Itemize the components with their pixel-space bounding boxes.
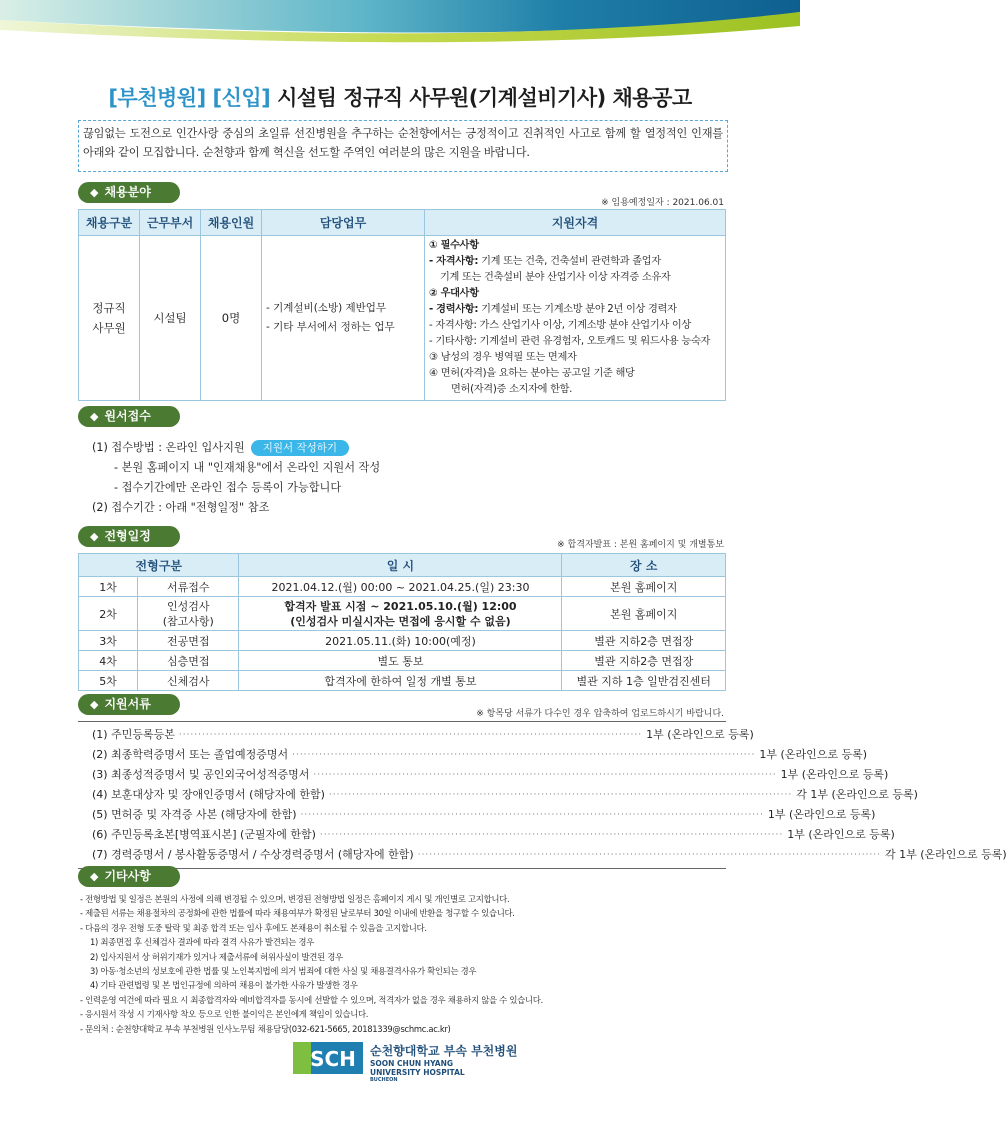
- qual-pref2: - 자격사항: 가스 산업기사 이상, 기계소방 분야 산업기사 이상: [429, 320, 691, 331]
- etc-notes: [80, 892, 740, 1036]
- apply-info: [92, 438, 380, 518]
- duty-item: - 기타 부서에서 정하는 업무: [266, 321, 395, 333]
- section-header-docs: ◆ 지원서류: [78, 694, 180, 715]
- field-header-qual: 지원자격: [425, 210, 726, 236]
- qual-required-title: ① 필수사항: [429, 240, 479, 251]
- documents-list: [78, 721, 1007, 869]
- diamond-icon: ◆: [90, 870, 99, 883]
- qual-preferred-title: ② 우대사항: [429, 288, 479, 299]
- etc-line: - 전형방법 및 일정은 본원의 사정에 의해 변경될 수 있으며, 변경된 전형방법 일정은 홈페이지 게시 및 개인별로 고지합니다.: [80, 894, 510, 904]
- appointment-date-note: ※ 임용예정일자 : 2021.06.01: [601, 198, 724, 208]
- schedule-table: [78, 553, 726, 691]
- title-tag-hospital: [부천병원]: [108, 86, 206, 110]
- recruitment-field-table: [78, 209, 726, 401]
- qual-pref3: - 기타사항: 기계설비 관련 유경험자, 오토캐드 및 워드사용 능숙자: [429, 336, 711, 347]
- list-item: (7) 경력증명서 / 봉사활동증명서 / 수상경력증명서 (해당자에 한함) ························································································································ 각 1부 (온라인으로 등록): [92, 848, 1007, 861]
- schedule-header-stage: 전형구분: [79, 554, 239, 577]
- etc-contact: - 문의처 : 순천향대학교 부속 부천병원 인사노무팀 채용담당(032-621-5665, 20181339@schmc.ac.kr): [80, 1023, 451, 1034]
- logo-english-line1: SOON CHUN HYANG: [370, 1059, 454, 1068]
- logo-english-line2: UNIVERSITY HOSPITAL: [370, 1068, 465, 1077]
- etc-line: - 응시원서 작성 시 기재사항 착오 등으로 인한 불이익은 본인에게 책임이 있습니다.: [80, 1009, 369, 1020]
- apply-period: (2) 접수기간 : 아래 "전형일정" 참조: [92, 501, 270, 514]
- field-header-type: 채용구분: [79, 210, 140, 236]
- field-count: 0명: [201, 236, 262, 401]
- section-header-schedule: ◆ 전형일정: [78, 526, 180, 547]
- qual-item4: ④ 면허(자격)을 요하는 분야는 공고일 기준 해당: [429, 368, 635, 379]
- etc-subline: 2) 입사지원서 상 허위기재가 있거나 제출서류에 허위사실이 발견된 경우: [90, 951, 343, 962]
- diamond-icon: ◆: [90, 530, 99, 543]
- logo-korean-name: 순천향대학교 부속 부천병원: [370, 1044, 518, 1058]
- qual-pref1-label: - 경력사항:: [429, 304, 479, 315]
- write-application-button[interactable]: 지원서 작성하기: [251, 440, 349, 456]
- qual-item4b: 면허(자격)증 소지자에 한함.: [451, 384, 573, 395]
- sch-logo-icon: [293, 1042, 363, 1074]
- table-row: 3차 전공면접 2021.05.11.(화) 10:00(예정) 별관 지하2층 면접장: [79, 631, 726, 651]
- qual-required-text2: 기계 또는 건축설비 분야 산업기사 이상 자격증 소유자: [440, 272, 671, 283]
- etc-line: - 인력운영 여건에 따라 필요 시 최종합격자와 예비합격자를 동시에 선발할 수 있으며, 적격자가 없을 경우 채용하지 않을 수 있습니다.: [80, 994, 543, 1005]
- field-header-count: 채용인원: [201, 210, 262, 236]
- table-row: 4차 심층면접 별도 통보 별관 지하2층 면접장: [79, 651, 726, 671]
- section-header-etc: ◆ 기타사항: [78, 866, 180, 887]
- title-main: 시설팀 정규직 사무원(기계설비기사) 채용공고: [277, 86, 692, 110]
- field-header-duty: 담당업무: [262, 210, 425, 236]
- schedule-header-place: 장 소: [562, 554, 726, 577]
- qual-required-label: - 자격사항:: [429, 256, 479, 267]
- page-title: [0, 82, 800, 112]
- logo-english-line3: BUCHEON: [370, 1077, 398, 1083]
- field-type: 정규직 사무원: [79, 236, 140, 401]
- schedule-note: ※ 합격자발표 : 본원 홈페이지 및 개별통보: [557, 540, 724, 550]
- qual-required-text: 기계 또는 건축, 건축설비 관련학과 졸업자: [478, 256, 661, 267]
- field-qualifications: [425, 236, 726, 401]
- etc-line: - 다음의 경우 전형 도중 탈락 및 최종 합격 또는 임사 후에도 본채용이 취소될 수 있음을 고지합니다.: [80, 922, 427, 933]
- qual-pref1-text: 기계설비 또는 기계소방 분야 2년 이상 경력자: [478, 304, 677, 315]
- intro-text: 끊임없는 도전으로 인간사랑 중심의 초일류 선진병원을 추구하는 순천향에서는 긍정적이고 진취적인 사고로 함께 할 열정적인 인재를 아래와 같이 모집합니다. 순천향과 함께 혁신을 선도할 주역인 여러분의 많은 지원을 바랍니다.: [78, 120, 728, 172]
- header-decorative-band: [0, 0, 800, 48]
- etc-subline: 4) 기타 관련법령 및 본 법인규정에 의하여 채용이 불가한 사유가 발생한 경우: [90, 980, 358, 991]
- duty-item: - 기계설비(소방) 제반업무: [266, 302, 387, 314]
- list-item: (4) 보훈대상자 및 장애인증명서 (해당자에 한함) ························································································································ 각 1부 (온라인으로 등록): [92, 788, 918, 801]
- list-item: (2) 최종학력증명서 또는 졸업예정증명서 ························································································································ 1부 (온라인으로 등록): [92, 748, 867, 761]
- field-header-dept: 근무부서: [140, 210, 201, 236]
- qual-item3: ③ 남성의 경우 병역필 또는 면제자: [429, 352, 577, 363]
- field-dept: 시설팀: [140, 236, 201, 401]
- logo-mark-text: SCH: [310, 1047, 356, 1071]
- etc-subline: 3) 아동·청소년의 성보호에 관한 법률 및 노인복지법에 의거 범죄에 대한 사실 및 채용결격사유가 확인되는 경우: [90, 966, 477, 977]
- etc-subline: 1) 최종면접 후 신체검사 결과에 따라 결격 사유가 발견되는 경우: [90, 937, 315, 948]
- list-item: (3) 최종성적증명서 및 공인외국어성적증명서 ························································································································ 1부 (온라인으로 등록): [92, 768, 889, 781]
- title-tag-new: [신입]: [212, 86, 271, 110]
- apply-method: (1) 접수방법 : 온라인 입사지원: [92, 441, 245, 454]
- diamond-icon: ◆: [90, 698, 99, 711]
- etc-line: - 제출된 서류는 채용절차의 공정화에 관한 법률에 따라 채용여부가 확정된 날로부터 30일 이내에 반환을 청구할 수 있습니다.: [80, 908, 515, 919]
- table-row: 1차 서류접수 2021.04.12.(월) 00:00 ~ 2021.04.25.(일) 23:30 본원 홈페이지: [79, 577, 726, 597]
- list-item: (1) 주민등록등본 ························································································································ 1부 (온라인으로 등록): [92, 728, 754, 741]
- table-row: 2차 인성검사 (참고사항) 합격자 발표 시점 ~ 2021.05.10.(월) 12:00 (인성검사 미실시자는 면접에 응시할 수 없음) 본원 홈페이지: [79, 597, 726, 631]
- list-item: (6) 주민등록초본[병역표시본] (군필자에 한함) ························································································································ 1부 (온라인으로 등록): [92, 828, 895, 841]
- schedule-header-date: 일 시: [239, 554, 562, 577]
- section-header-field: ◆ 채용분야: [78, 182, 180, 203]
- table-row: 5차 신체검사 합격자에 한하여 일정 개별 통보 별관 지하 1층 일반검진센터: [79, 671, 726, 691]
- diamond-icon: ◆: [90, 186, 99, 199]
- apply-detail-1: - 본원 홈페이지 내 "인재채용"에서 온라인 지원서 작성: [114, 461, 381, 474]
- apply-detail-2: - 접수기간에만 온라인 접수 등록이 가능합니다: [114, 481, 342, 494]
- diamond-icon: ◆: [90, 410, 99, 423]
- list-item: (5) 면허증 및 자격증 사본 (해당자에 한함) ························································································································ 1부 (온라인으로 등록): [92, 808, 876, 821]
- section-header-apply: ◆ 원서접수: [78, 406, 180, 427]
- field-duties: [262, 236, 425, 401]
- docs-note: ※ 항목당 서류가 다수인 경우 압축하여 업로드하시기 바랍니다.: [476, 709, 724, 719]
